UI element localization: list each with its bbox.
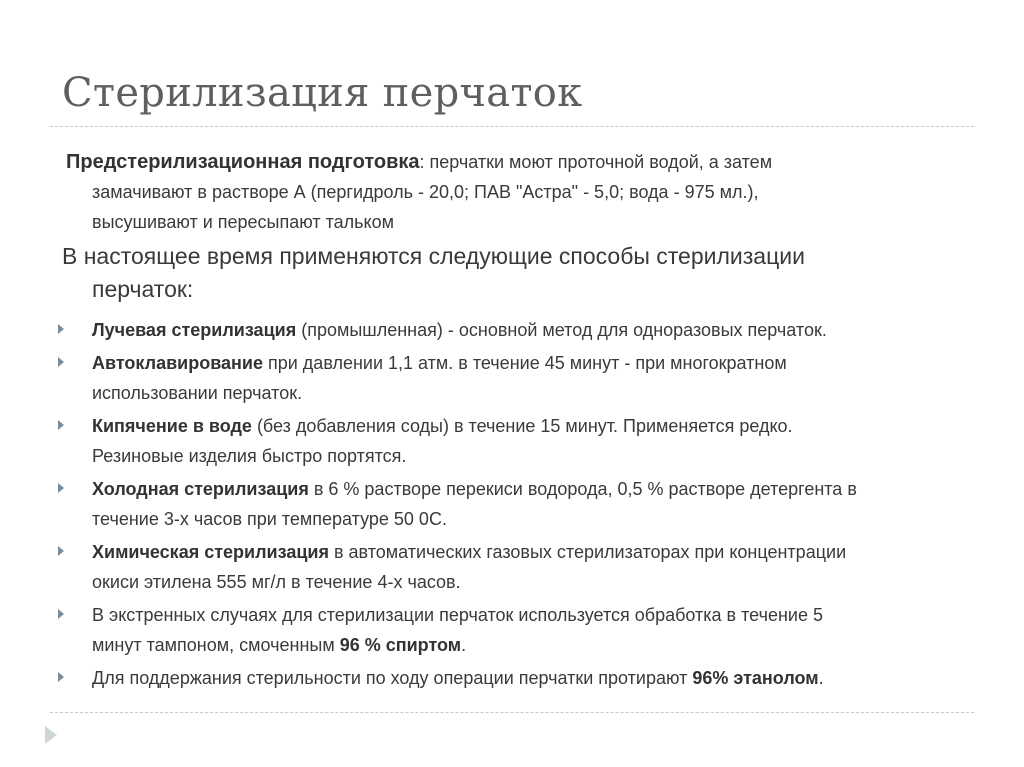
- preparation-text-3: высушивают и пересыпают тальком: [92, 212, 394, 232]
- bullet-arrow-icon: [58, 609, 64, 619]
- list-item: Холодная стерилизация в 6 % растворе перекиси водорода, 0,5 % растворе детергента в течение 3-х часов при температуре 50 0С.: [58, 474, 978, 534]
- bullet-arrow-icon: [58, 324, 64, 334]
- intro-paragraph: [62, 240, 962, 306]
- bullet-arrow-icon: [58, 357, 64, 367]
- list-item: Лучевая стерилизация (промышленная) - основной метод для одноразовых перчаток.: [58, 315, 978, 345]
- bullet-arrow-icon: [58, 546, 64, 556]
- list-item: В экстренных случаях для стерилизации перчаток используется обработка в течение 5 минут тампоном, смоченным 96 % спиртом.: [58, 600, 978, 660]
- preparation-text-1: : перчатки моют проточной водой, а затем: [419, 152, 773, 172]
- intro-line-1: В настоящее время применяются следующие способы стерилизации: [62, 243, 805, 269]
- slide-title: Стерилизация перчаток: [62, 70, 583, 116]
- preparation-paragraph: [66, 147, 966, 237]
- list-item: Автоклавирование при давлении 1,1 атм. в течение 45 минут - при многократном использовании перчаток.: [58, 348, 978, 408]
- preparation-heading: Предстерилизационная подготовка: [66, 151, 420, 173]
- list-item: Кипячение в воде (без добавления соды) в течение 15 минут. Применяется редко. Резиновые изделия быстро портятся.: [58, 411, 978, 471]
- bullet-arrow-icon: [58, 420, 64, 430]
- corner-arrow-icon: [45, 726, 57, 744]
- sterilization-methods-list: [58, 315, 978, 696]
- bullet-arrow-icon: [58, 672, 64, 682]
- title-divider: [50, 126, 974, 127]
- list-item: Химическая стерилизация в автоматических газовых стерилизаторах при концентрации окиси этилена 555 мг/л в течение 4-х часов.: [58, 537, 978, 597]
- preparation-text-2: замачивают в растворе А (пергидроль - 20,0; ПАВ "Астра" - 5,0; вода - 975 мл.),: [92, 182, 759, 202]
- list-item: Для поддержания стерильности по ходу операции перчатки протирают 96% этанолом.: [58, 663, 978, 693]
- footer-divider: [50, 712, 974, 713]
- intro-line-2: перчаток:: [92, 276, 194, 302]
- bullet-arrow-icon: [58, 483, 64, 493]
